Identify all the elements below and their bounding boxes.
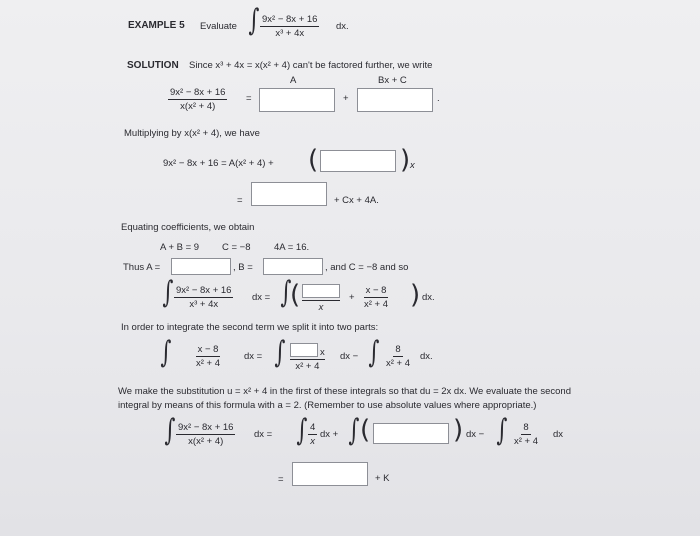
final-lhs-numerator: 9x² − 8x + 16 <box>178 422 234 433</box>
input-thus-B[interactable] <box>263 258 323 275</box>
integral-sign-5: ∫ <box>274 335 286 370</box>
multiply-tail: + Cx + 4A. <box>334 195 379 206</box>
integral-sign-4: ∫ <box>160 335 172 370</box>
partial-fraction-lhs <box>168 87 227 112</box>
and-C-text: , and C = −8 and so <box>325 262 409 273</box>
open-paren: ( <box>308 145 319 175</box>
int1-dx-eq: dx = <box>252 292 271 303</box>
close-paren: ) <box>400 145 411 175</box>
example-denominator: x³ + 4x <box>275 28 305 39</box>
split-dx-eq: dx = <box>244 351 263 362</box>
label-A: A <box>290 75 297 86</box>
substitution-line2: integral by means of this formula with a = 2. (Remember to use absolute values where appropriate.) <box>118 400 537 411</box>
integral-sign-7: ∫ <box>164 413 176 448</box>
int1-lhs-numerator: 9x² − 8x + 16 <box>176 285 232 296</box>
final-lhs-denominator: x(x² + 4) <box>188 436 224 447</box>
multiply-lhs: 9x² − 8x + 16 = A(x² + 4) + <box>163 158 274 169</box>
label-BxC: Bx + C <box>378 75 407 86</box>
split-den1: x² + 4 <box>196 358 221 369</box>
input-thus-A[interactable] <box>171 258 231 275</box>
comma-B-text: , B = <box>233 262 253 273</box>
coef-eq2: C = −8 <box>222 242 251 253</box>
final-den8: x² + 4 <box>514 436 539 447</box>
integral-sign-6: ∫ <box>368 335 380 370</box>
input-BxC-fraction[interactable] <box>357 88 433 112</box>
int1-lhs-denominator: x³ + 4x <box>189 299 219 310</box>
final-num8: 8 <box>523 422 529 433</box>
split-dx-minus: dx − <box>340 351 359 362</box>
final-open-paren: ( <box>360 415 371 445</box>
final-close-paren: ) <box>453 415 464 445</box>
final-num4: 4 <box>310 422 316 433</box>
int1-plus: + <box>349 292 355 303</box>
thus-A-text: Thus A = <box>123 262 161 273</box>
split-den2: x² + 4 <box>295 361 320 372</box>
integral-sign-9: ∫ <box>348 413 360 448</box>
int1-fraction-2 <box>362 285 390 310</box>
substitution-line1: We make the substitution u = x² + 4 in the first of these integrals so that du = 2x dx. We evaluate the second <box>118 386 572 397</box>
int1-fraction-A <box>302 284 340 313</box>
split-dx: dx. <box>420 351 433 362</box>
equals-sign-2: = <box>237 195 243 206</box>
integral-sign-2: ∫ <box>162 275 174 310</box>
integral-sign-10: ∫ <box>496 413 508 448</box>
input-multiply-line2[interactable] <box>251 182 327 206</box>
solution-label: SOLUTION <box>127 60 179 71</box>
input-A-fraction[interactable] <box>259 88 335 112</box>
final-dx-eq: dx = <box>254 429 273 440</box>
plus-K: + K <box>375 473 390 484</box>
split-num1: x − 8 <box>197 344 219 355</box>
integral-sign-3: ∫ <box>280 275 292 310</box>
period: . <box>437 93 440 104</box>
example-numerator: 9x² − 8x + 16 <box>262 14 318 25</box>
input-multiply-paren[interactable] <box>320 150 396 172</box>
split-num3: 8 <box>395 344 401 355</box>
integral-sign-8: ∫ <box>296 413 308 448</box>
lhs-numerator: 9x² − 8x + 16 <box>170 87 226 98</box>
input-final-answer[interactable] <box>292 462 368 486</box>
split-den3: x² + 4 <box>386 358 411 369</box>
final-equals: = <box>278 474 284 485</box>
equating-text: Equating coefficients, we obtain <box>121 222 255 233</box>
int1-num2: x − 8 <box>365 285 387 296</box>
int1-den2: x² + 4 <box>364 299 389 310</box>
input-final-paren[interactable] <box>373 423 449 444</box>
split-fraction-3 <box>384 344 412 369</box>
final-dx-plus: dx + <box>320 429 339 440</box>
input-int1-numerator[interactable] <box>302 284 340 298</box>
split-fraction-1 <box>194 344 222 369</box>
equals-sign: = <box>246 93 252 104</box>
int1-lhs-fraction <box>174 285 233 310</box>
multiplying-text: Multiplying by x(x² + 4), we have <box>124 128 260 139</box>
solution-text: Since x³ + 4x = x(x² + 4) can't be factored further, we write <box>189 60 433 71</box>
input-split-numerator[interactable] <box>290 343 318 357</box>
int1-close-paren: ) <box>410 280 421 310</box>
split-fraction-2 <box>290 343 325 372</box>
final-fraction-8 <box>512 422 540 447</box>
example-fraction <box>260 14 319 39</box>
coef-eq1: A + B = 9 <box>160 242 200 253</box>
final-den4: x <box>310 436 316 447</box>
lhs-denominator: x(x² + 4) <box>180 101 216 112</box>
split-text: In order to integrate the second term we split it into two parts: <box>121 322 379 333</box>
multiply-x: x <box>410 160 415 171</box>
split-num2: x <box>320 347 325 358</box>
final-fraction-4x <box>308 422 317 447</box>
example-label: EXAMPLE 5 <box>128 20 185 31</box>
int1-den-x: x <box>318 302 324 313</box>
final-dx: dx <box>553 429 564 440</box>
final-lhs-fraction <box>176 422 235 447</box>
plus-sign: + <box>343 93 349 104</box>
int1-dx: dx. <box>422 292 435 303</box>
coef-eq3: 4A = 16. <box>274 242 310 253</box>
evaluate-text: Evaluate <box>200 21 237 32</box>
int1-open-paren: ( <box>290 280 301 310</box>
integral-sign: ∫ <box>248 3 260 38</box>
example-dx: dx. <box>336 21 349 32</box>
final-dx-minus: dx − <box>466 429 485 440</box>
